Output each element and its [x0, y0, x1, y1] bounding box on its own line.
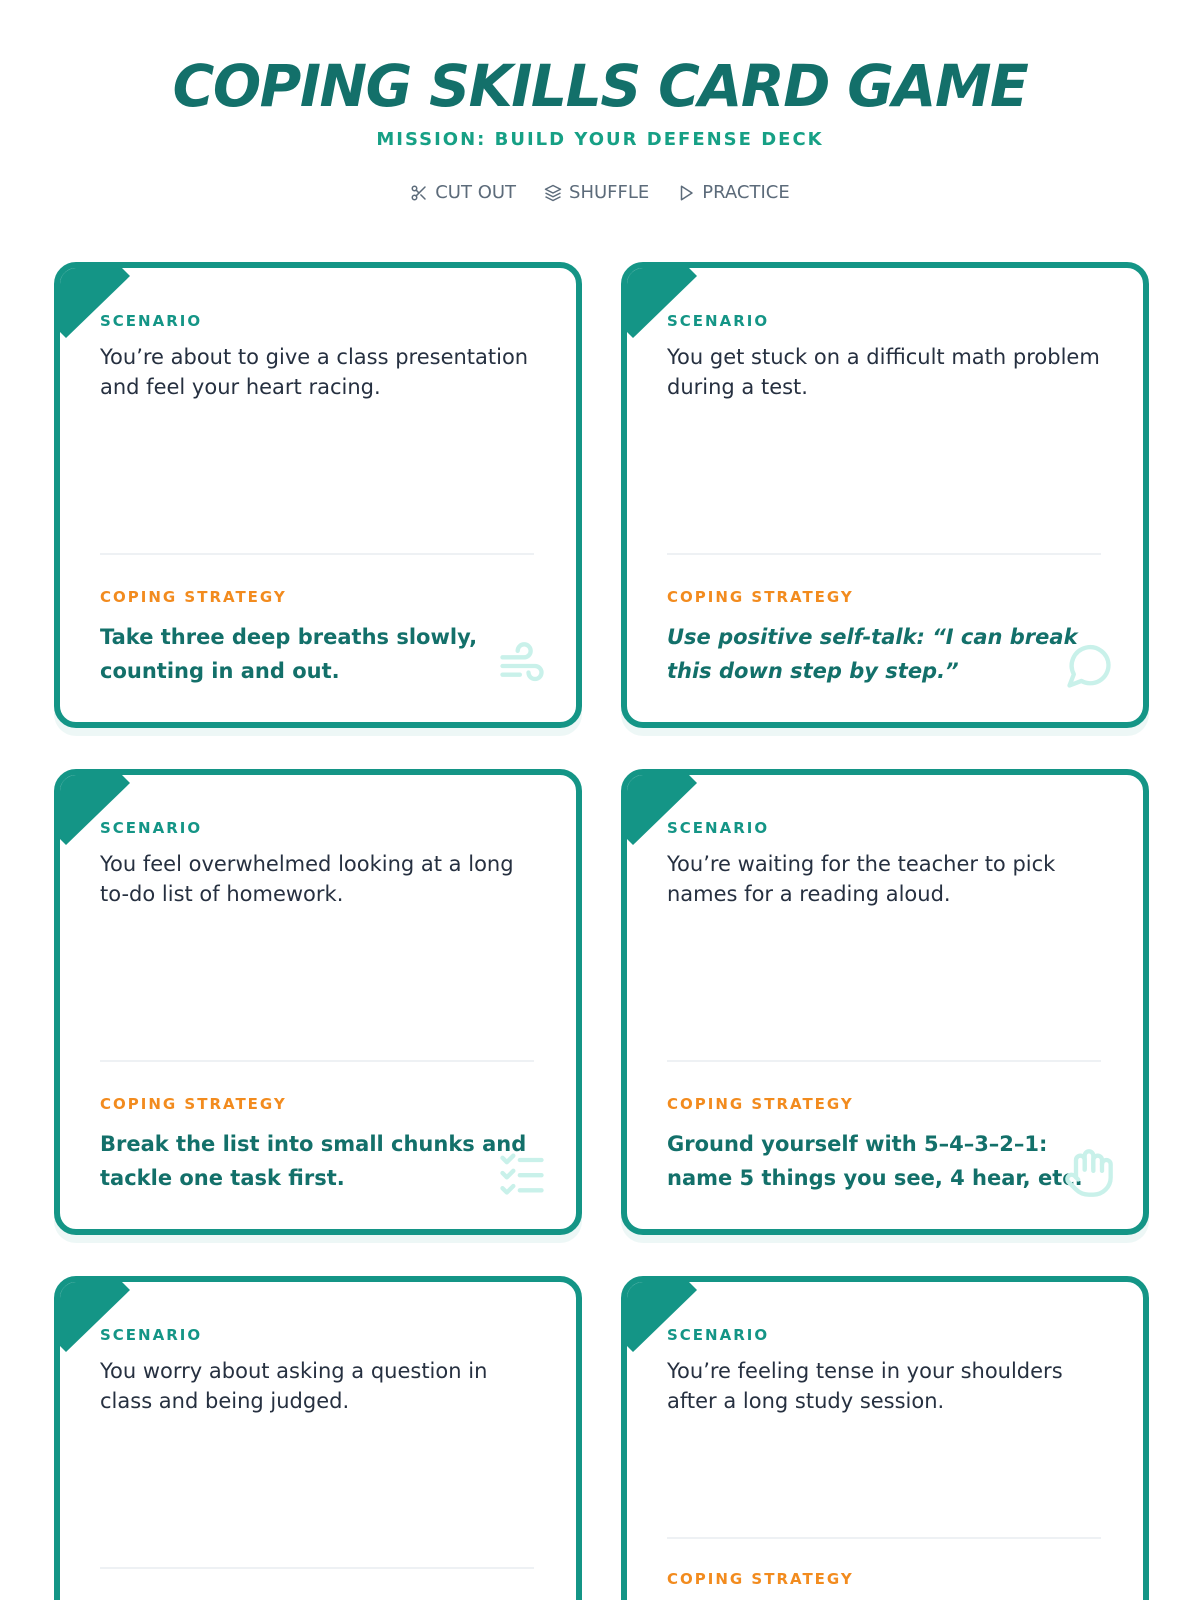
- strategy-text: Take three deep breaths slowly, counting in and out.: [100, 625, 478, 683]
- corner-tab-icon: [625, 1280, 705, 1360]
- scenario-text: You’re feeling tense in your shoulders after a long study session.: [667, 1359, 1063, 1413]
- layers-icon: [544, 184, 562, 202]
- card-divider: [667, 1060, 1101, 1062]
- strategy-label: COPING STRATEGY: [667, 1095, 854, 1113]
- scenario-label: SCENARIO: [667, 819, 770, 837]
- coping-card[interactable]: [54, 1276, 582, 1600]
- shuffle-button[interactable]: [544, 182, 649, 203]
- corner-tab-icon: [58, 266, 138, 346]
- cut-out-label: CUT OUT: [435, 182, 517, 203]
- coping-card[interactable]: [621, 769, 1149, 1235]
- speech-bubble-icon: [1063, 640, 1115, 692]
- corner-tab-icon: [58, 773, 138, 853]
- coping-card[interactable]: [54, 769, 582, 1235]
- scenario-label: SCENARIO: [100, 819, 203, 837]
- scenario-label: SCENARIO: [100, 1326, 203, 1344]
- coping-card[interactable]: [54, 262, 582, 728]
- scenario-label: SCENARIO: [667, 312, 770, 330]
- card-divider: [100, 1060, 534, 1062]
- scenario-text: You feel overwhelmed looking at a long to-do list of homework.: [100, 852, 514, 906]
- scenario-label: SCENARIO: [100, 312, 203, 330]
- practice-label: PRACTICE: [702, 182, 790, 203]
- wind-icon: [496, 640, 548, 692]
- card-divider: [100, 1567, 534, 1569]
- play-icon: [677, 184, 695, 202]
- scenario-text: You get stuck on a difficult math problem during a test.: [667, 345, 1100, 399]
- scenario-text: You’re about to give a class presentation and feel your heart racing.: [100, 345, 529, 399]
- shuffle-label: SHUFFLE: [569, 182, 650, 203]
- scenario-text: You’re waiting for the teacher to pick names for a reading aloud.: [667, 852, 1056, 906]
- corner-tab-icon: [625, 266, 705, 346]
- coping-card[interactable]: [621, 262, 1149, 728]
- page-subtitle: MISSION: BUILD YOUR DEFENSE DECK: [376, 129, 824, 150]
- scenario-label: SCENARIO: [667, 1326, 770, 1344]
- strategy-label: COPING STRATEGY: [667, 588, 854, 606]
- checklist-icon: [496, 1147, 548, 1199]
- cut-out-button[interactable]: [410, 182, 516, 203]
- page-title: COPING SKILLS CARD GAME: [172, 52, 1028, 120]
- strategy-label: COPING STRATEGY: [667, 1570, 854, 1588]
- hand-icon: [1063, 1147, 1115, 1199]
- strategy-text: Ground yourself with 5–4–3–2–1: name 5 things you see, 4 hear, etc.: [667, 1132, 1083, 1190]
- card-divider: [100, 553, 534, 555]
- card-divider: [667, 553, 1101, 555]
- strategy-label: COPING STRATEGY: [100, 1095, 287, 1113]
- strategy-text: Use positive self-talk: “I can break this down step by step.”: [667, 625, 1078, 683]
- scissors-icon: [410, 184, 428, 202]
- strategy-text: Break the list into small chunks and tackle one task first.: [100, 1132, 527, 1190]
- coping-card[interactable]: [621, 1276, 1149, 1600]
- corner-tab-icon: [625, 773, 705, 853]
- toolbar: [0, 182, 1200, 203]
- card-divider: [667, 1537, 1101, 1539]
- practice-button[interactable]: [677, 182, 789, 203]
- scenario-text: You worry about asking a question in class and being judged.: [100, 1359, 488, 1413]
- strategy-label: COPING STRATEGY: [100, 588, 287, 606]
- corner-tab-icon: [58, 1280, 138, 1360]
